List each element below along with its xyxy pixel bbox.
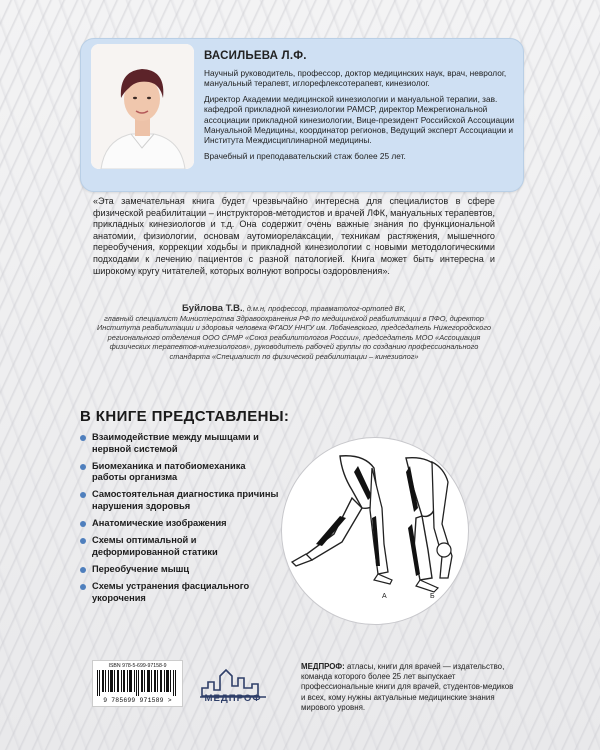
list-item: [80, 461, 280, 484]
figure-label-a: А: [382, 593, 387, 600]
author-photo: [91, 44, 194, 169]
review-author-name: Буйлова Т.В.: [181, 303, 243, 314]
figure-label-b: Б: [430, 593, 435, 600]
list-item: [80, 489, 280, 512]
list-item: [80, 518, 280, 530]
author-experience: Врачебный и преподавательский стаж более 25 лет.: [204, 150, 406, 161]
list-item: [80, 535, 280, 558]
bullet-icon: [80, 492, 86, 498]
barcode-number: 9 785699 971589 >: [103, 697, 172, 704]
feature-text: Схемы устранения фасциального укорочения: [92, 580, 250, 603]
anatomy-illustration: [281, 437, 469, 625]
author-positions: Директор Академии медицинской кинезиологии и мануальной терапии, зав. кафедрой прикладной кинезиологии РАМСР, директор Межрегиональной ассоциации прикладной кинезиологии, Вице-президент Российской Ассоциации Мануальной Медицины, координатор регионов, Ведущий эксперт Ассоциации и Института Междисциплинарной медицины.: [204, 93, 515, 146]
review-author-positions: главный специалист Министерства Здравоохранения РФ по медицинской реабилитации в ПФО, директор Института реабилитации и здоровья человека ФГАОУ ННГУ им. Лобачевского, председатель Нижегородского регионального отделения ООО СРМР «Союз реабилитологов России», председатель МОО «Ассоциация физических терапевтов-кинезиологов», руководитель рабочей группы по созданию профессионального стандарта «Специалист по физической реабилитации – кинезиолог»: [96, 313, 492, 361]
feature-text: Переобучение мышц: [92, 563, 190, 574]
feature-text: Схемы оптимальной и деформированной статики: [92, 535, 218, 557]
author-credentials: Научный руководитель, профессор, доктор медицинских наук, врач, невролог, мануальный терапевт, иглорефлексотерапевт, кинезиолог.: [204, 68, 507, 89]
isbn-text: ISBN 978-5-699-97158-9: [108, 663, 167, 669]
review-author: [93, 304, 495, 362]
publisher-logo-text: МЕДПРОФ: [204, 693, 262, 704]
bullet-icon: [80, 435, 86, 441]
feature-text: Самостоятельная диагностика причины нарушения здоровья: [92, 489, 279, 511]
bullet-icon: [80, 584, 86, 590]
publisher-info: [301, 662, 519, 713]
feature-text: Биомеханика и патобиомеханика работы организма: [92, 460, 246, 483]
author-text: [204, 49, 516, 166]
feature-text: Анатомические изображения: [92, 518, 227, 529]
review-author-degree: , д.м.н, профессор, травматолог-ортопед ВК,: [242, 304, 407, 313]
publisher-description: атласы, книги для врачей — издательство, команда которого более 25 лет выпускает профессиональные книги для врачей, студентов-медиков и всех, кому нужны актуальные медицинские знания мирового уровня.: [301, 662, 514, 712]
features-list: [80, 432, 280, 610]
barcode: [92, 660, 183, 707]
author-name: ВАСИЛЬЕВА Л.Ф.: [204, 50, 307, 62]
review-quote: «Эта замечательная книга будет чрезвычайно интересна для специалистов в сфере физической реабилитации – инструкторов-методистов и врачей ЛФК, мануальных терапевтов, прикладных кинезиологов и т.д. Она содержит очень важные знания по функциональной анатомии, физиологии, основам аутомиорелаксации, техникам растяжения, мышечного переобучения, коррекции ходьбы и прикладной кинезиологии с новыми методологическими подходами к лечению пациентов с разной патологией. Книга может быть интересна и широкому кругу читателей, которых волнуют вопросы оздоровления».: [93, 196, 495, 276]
bullet-icon: [80, 567, 86, 573]
feature-text: Взаимодействие между мышцами и нервной системой: [92, 432, 259, 454]
list-item: [80, 581, 280, 604]
bullet-icon: [80, 538, 86, 544]
list-item: [80, 432, 280, 455]
list-item: [80, 564, 280, 576]
bullet-icon: [80, 521, 86, 527]
barcode-bars: [97, 670, 178, 696]
publisher-name: МЕДПРОФ:: [301, 662, 345, 671]
features-title: В КНИГЕ ПРЕДСТАВЛЕНЫ:: [80, 408, 290, 425]
bullet-icon: [80, 464, 86, 470]
